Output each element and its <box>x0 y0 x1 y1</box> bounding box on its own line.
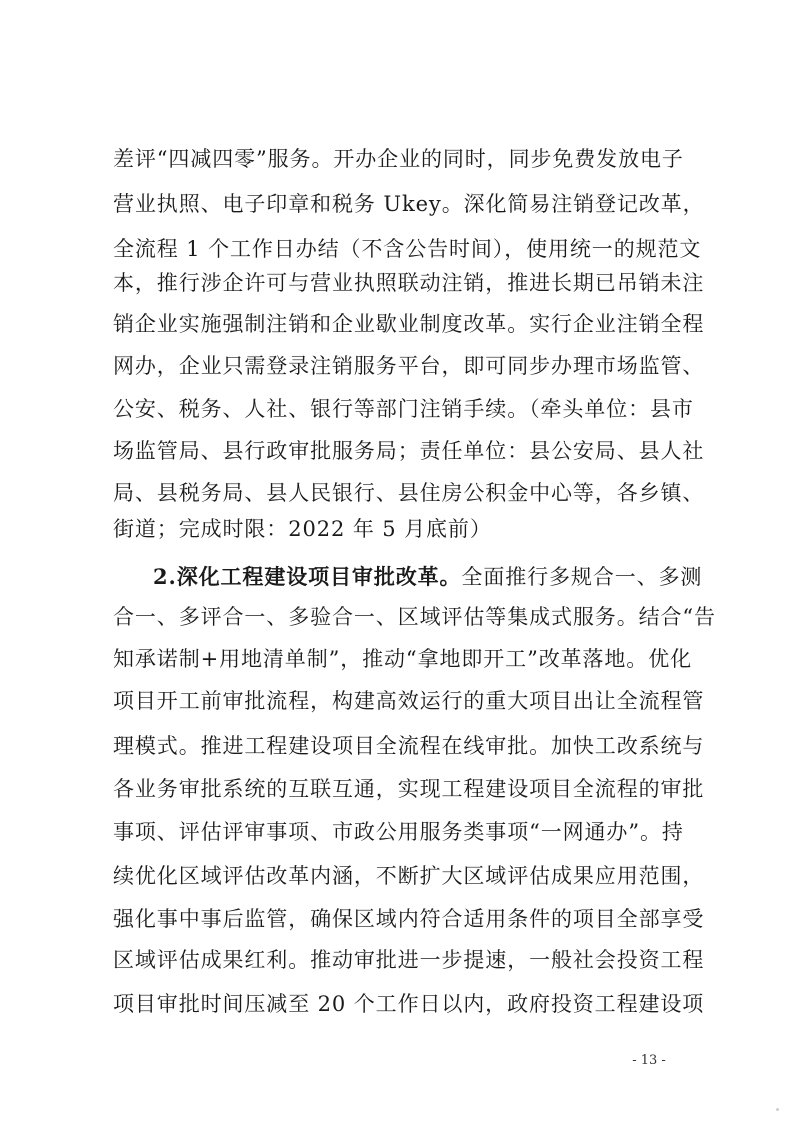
text-line: 项目开工前审批流程，构建高效运行的重大项目出让全流程管 <box>113 689 705 713</box>
text-line: 区域评估成果红利。推动审批进一步提速，一般社会投资工程 <box>113 948 705 972</box>
page-number: - 13 - <box>632 1053 666 1068</box>
text-line: 全流程 1 个工作日办结（不含公告时间），使用统一的规范文 <box>113 237 702 261</box>
text-line: 事项、评估评审事项、市政公用服务类事项“一网通办”。持 <box>113 820 684 844</box>
scan-speck <box>776 1108 779 1111</box>
text-line: 本，推行涉企许可与营业执照联动注销，推进长期已吊销未注 <box>113 271 705 295</box>
text-line: 场监管局、县行政审批服务局；责任单位：县公安局、县人社 <box>113 439 705 463</box>
text-line: 知承诺制+用地清单制”，推动“拿地即开工”改革落地。优化 <box>113 647 693 671</box>
text-line: 强化事中事后监管，确保区域内符合适用条件的项目全部享受 <box>113 907 705 931</box>
text-segment: 全面推行多规合一、多测 <box>461 565 703 589</box>
text-line: 项目审批时间压减至 20 个工作日以内，政府投资工程建设项 <box>113 992 705 1016</box>
section-heading: 2.深化工程建设项目审批改革。 <box>153 564 462 589</box>
text-line: 理模式。推进工程建设项目全流程在线审批。加快工改系统与 <box>113 734 705 758</box>
text-line: 街道；完成时限：2022 年 5 月底前） <box>113 517 492 541</box>
text-line: 各业务审批系统的互联互通，实现工程建设项目全流程的审批 <box>113 777 705 801</box>
text-line: 续优化区域评估改革内涵，不断扩大区域评估成果应用范围， <box>113 864 705 888</box>
text-line: 公安、税务、人社、银行等部门注销手续。（牵头单位：县市 <box>113 397 694 421</box>
text-line: 网办，企业只需登录注销服务平台，即可同步办理市场监管、 <box>113 354 705 378</box>
text-line: 差评“四减四零”服务。开办企业的同时，同步免费发放电子 <box>113 147 684 171</box>
text-line: 合一、多评合一、多验合一、区域评估等集成式服务。结合“告 <box>113 605 716 629</box>
text-line: 销企业实施强制注销和企业歇业制度改革。实行企业注销全程 <box>113 312 705 336</box>
text-line: 营业执照、电子印章和税务 Ukey。深化简易注销登记改革， <box>113 192 705 216</box>
text-line: 局、县税务局、县人民银行、县住房公积金中心等，各乡镇、 <box>113 481 705 505</box>
paragraph-first-line <box>153 563 703 591</box>
